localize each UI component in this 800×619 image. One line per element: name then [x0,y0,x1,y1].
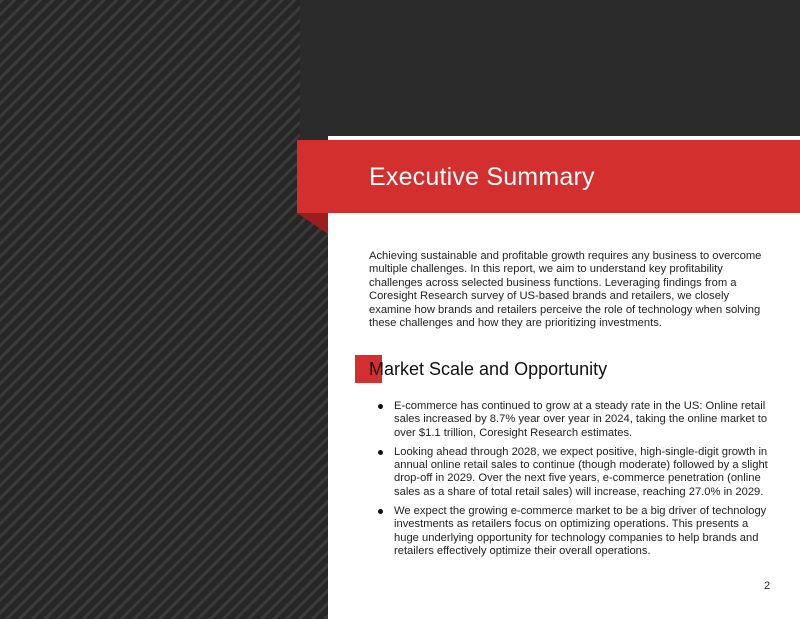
list-item [378,446,768,499]
intro-paragraph: Achieving sustainable and profitable growth requires any business to overcome multiple challenges. In this report, we aim to understand key profitability challenges across selected business functions. Leveraging findings from a Coresight Research survey of US-based brands and retailers, we closely examine how brands and retailers perceive the role of technology when solving these challenges and how they are prioritizing investments. [369,250,762,330]
banner-fold [297,213,328,234]
list-item-text: Looking ahead through 2028, we expect positive, high-single-digit growth in annual online retail sales to continue (though moderate) followed by a slight drop-off in 2029. Over the next five years, e-commerce penetration (online sales as a share of total retail sales) will increase, reaching 27.0% in 2029. [394,445,768,498]
bullet-icon [378,450,383,455]
page-number: 2 [764,580,771,592]
bullet-icon [378,509,383,514]
bullet-list [378,400,768,564]
page-title: Executive Summary [369,163,595,191]
dark-top-block [300,0,800,140]
list-item-text: We expect the growing e-commerce market to be a big driver of technology investments as retailers focus on optimizing operations. This presents a huge underlying opportunity for technology companies to help brands and retailers effectively optimize their overall operations. [394,505,767,557]
bullet-icon [378,404,383,409]
list-item [378,400,768,440]
section-heading: Market Scale and Opportunity [369,359,608,379]
list-item-text: E-commerce has continued to grow at a steady rate in the US: Online retail sales increased by 8.7% year over year in 2024, taking the online market to over $1.1 trillion, Coresight Research estimates. [394,400,768,439]
list-item [378,505,768,558]
